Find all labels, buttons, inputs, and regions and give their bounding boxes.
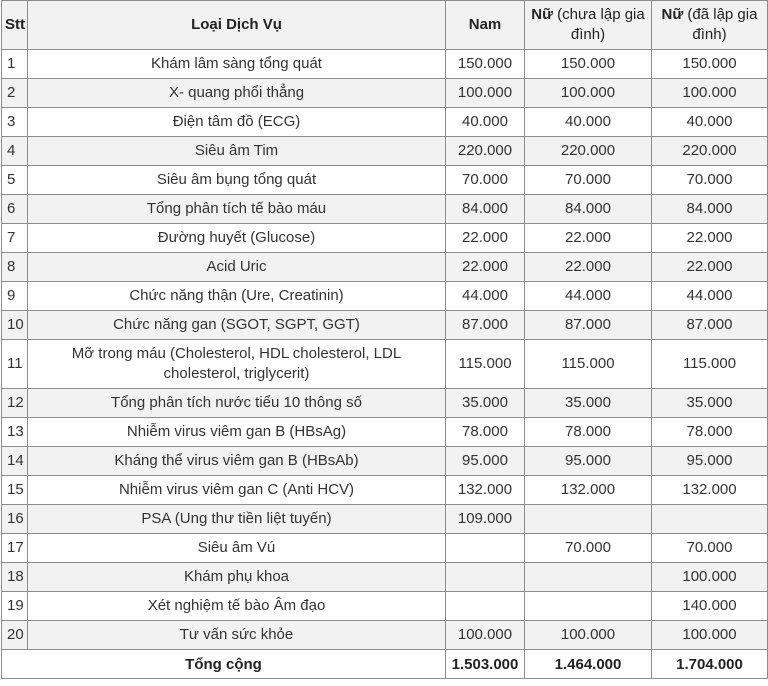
cell-female-single: 220.000 [525,137,652,166]
cell-female-married: 35.000 [652,389,768,418]
cell-stt: 10 [2,311,28,340]
cell-female-married: 220.000 [652,137,768,166]
table-row [2,166,768,195]
cell-service: Chức năng thận (Ure, Creatinin) [28,282,446,311]
header-male: Nam [446,1,525,50]
cell-female-single: 132.000 [525,476,652,505]
cell-female-single: 40.000 [525,108,652,137]
price-table [1,0,768,679]
table-row [2,253,768,282]
cell-stt: 12 [2,389,28,418]
cell-stt: 6 [2,195,28,224]
total-row [2,650,768,679]
cell-male: 220.000 [446,137,525,166]
cell-service: Mỡ trong máu (Cholesterol, HDL cholesterol, LDL cholesterol, triglycerit) [28,340,446,389]
cell-male: 132.000 [446,476,525,505]
table-row [2,137,768,166]
cell-stt: 4 [2,137,28,166]
header-female-single-note: (chưa lập gia đình) [552,6,645,43]
cell-female-single: 87.000 [525,311,652,340]
cell-service: Kháng thể virus viêm gan B (HBsAb) [28,447,446,476]
table-row [2,224,768,253]
table-row [2,505,768,534]
table-row [2,447,768,476]
cell-service: Điện tâm đồ (ECG) [28,108,446,137]
cell-stt: 14 [2,447,28,476]
cell-female-married: 87.000 [652,311,768,340]
cell-female-married: 84.000 [652,195,768,224]
cell-female-married [652,505,768,534]
cell-service: Siêu âm Tim [28,137,446,166]
cell-female-married: 140.000 [652,592,768,621]
table-row [2,282,768,311]
cell-female-married: 70.000 [652,534,768,563]
cell-female-married: 70.000 [652,166,768,195]
cell-stt: 15 [2,476,28,505]
table-row [2,592,768,621]
cell-female-single: 78.000 [525,418,652,447]
cell-female-single: 70.000 [525,534,652,563]
cell-male: 22.000 [446,224,525,253]
cell-service: Siêu âm bụng tổng quát [28,166,446,195]
cell-service: PSA (Ung thư tiền liệt tuyến) [28,505,446,534]
header-female-married-bold: Nữ [661,6,684,23]
cell-service: Nhiễm virus viêm gan C (Anti HCV) [28,476,446,505]
header-service: Loại Dịch Vụ [28,1,446,50]
cell-service: Tư vấn sức khỏe [28,621,446,650]
cell-female-married: 22.000 [652,224,768,253]
cell-stt: 11 [2,340,28,389]
cell-male: 115.000 [446,340,525,389]
cell-male: 150.000 [446,50,525,79]
table-row [2,311,768,340]
cell-female-married: 95.000 [652,447,768,476]
cell-female-married: 78.000 [652,418,768,447]
cell-female-married: 115.000 [652,340,768,389]
cell-male: 87.000 [446,311,525,340]
cell-female-married: 150.000 [652,50,768,79]
table-row [2,476,768,505]
table-row [2,621,768,650]
cell-service: Khám lâm sàng tổng quát [28,50,446,79]
cell-service: Tổng phân tích nước tiểu 10 thông số [28,389,446,418]
cell-male [446,592,525,621]
cell-male: 100.000 [446,79,525,108]
total-male: 1.503.000 [446,650,525,679]
cell-female-single: 100.000 [525,79,652,108]
cell-male: 109.000 [446,505,525,534]
cell-female-single: 84.000 [525,195,652,224]
cell-stt: 13 [2,418,28,447]
total-female-single: 1.464.000 [525,650,652,679]
cell-female-single [525,505,652,534]
cell-service: Nhiễm virus viêm gan B (HBsAg) [28,418,446,447]
cell-service: Acid Uric [28,253,446,282]
table-row [2,563,768,592]
cell-female-single: 22.000 [525,253,652,282]
cell-service: Tổng phân tích tế bào máu [28,195,446,224]
total-female-married: 1.704.000 [652,650,768,679]
table-row [2,389,768,418]
cell-stt: 7 [2,224,28,253]
cell-male: 78.000 [446,418,525,447]
cell-female-married: 44.000 [652,282,768,311]
cell-service: Siêu âm Vú [28,534,446,563]
table-row [2,108,768,137]
cell-stt: 5 [2,166,28,195]
table-row [2,79,768,108]
cell-female-single: 115.000 [525,340,652,389]
cell-stt: 9 [2,282,28,311]
table-row [2,340,768,389]
cell-female-single: 100.000 [525,621,652,650]
table-header [2,1,768,50]
table-row [2,50,768,79]
cell-male: 84.000 [446,195,525,224]
cell-female-single: 95.000 [525,447,652,476]
header-female-single-bold: Nữ [531,6,553,23]
cell-male: 35.000 [446,389,525,418]
table-footer [2,650,768,679]
table-body [2,50,768,650]
cell-female-single [525,592,652,621]
cell-male: 100.000 [446,621,525,650]
cell-service: Khám phụ khoa [28,563,446,592]
cell-female-married: 100.000 [652,563,768,592]
cell-male: 95.000 [446,447,525,476]
cell-service: Đường huyết (Glucose) [28,224,446,253]
cell-stt: 18 [2,563,28,592]
total-label: Tổng cộng [2,650,446,679]
cell-female-married: 100.000 [652,621,768,650]
header-female-married [652,1,768,50]
cell-female-single [525,563,652,592]
table-row [2,534,768,563]
cell-male [446,534,525,563]
header-stt: Stt [2,1,28,50]
cell-female-married: 132.000 [652,476,768,505]
cell-female-single: 150.000 [525,50,652,79]
cell-male: 40.000 [446,108,525,137]
cell-stt: 19 [2,592,28,621]
cell-female-married: 40.000 [652,108,768,137]
cell-stt: 17 [2,534,28,563]
table-row [2,195,768,224]
cell-stt: 16 [2,505,28,534]
cell-female-single: 35.000 [525,389,652,418]
table-row [2,418,768,447]
header-female-married-note: (đã lập gia đình) [683,6,758,43]
cell-male: 22.000 [446,253,525,282]
cell-male [446,563,525,592]
cell-male: 44.000 [446,282,525,311]
cell-female-single: 70.000 [525,166,652,195]
cell-service: Xét nghiệm tế bào Âm đạo [28,592,446,621]
cell-stt: 1 [2,50,28,79]
cell-service: Chức năng gan (SGOT, SGPT, GGT) [28,311,446,340]
cell-female-married: 22.000 [652,253,768,282]
cell-male: 70.000 [446,166,525,195]
cell-stt: 2 [2,79,28,108]
cell-stt: 20 [2,621,28,650]
cell-female-single: 44.000 [525,282,652,311]
cell-female-married: 100.000 [652,79,768,108]
header-female-single [525,1,652,50]
cell-female-single: 22.000 [525,224,652,253]
cell-stt: 8 [2,253,28,282]
cell-stt: 3 [2,108,28,137]
cell-service: X- quang phổi thẳng [28,79,446,108]
